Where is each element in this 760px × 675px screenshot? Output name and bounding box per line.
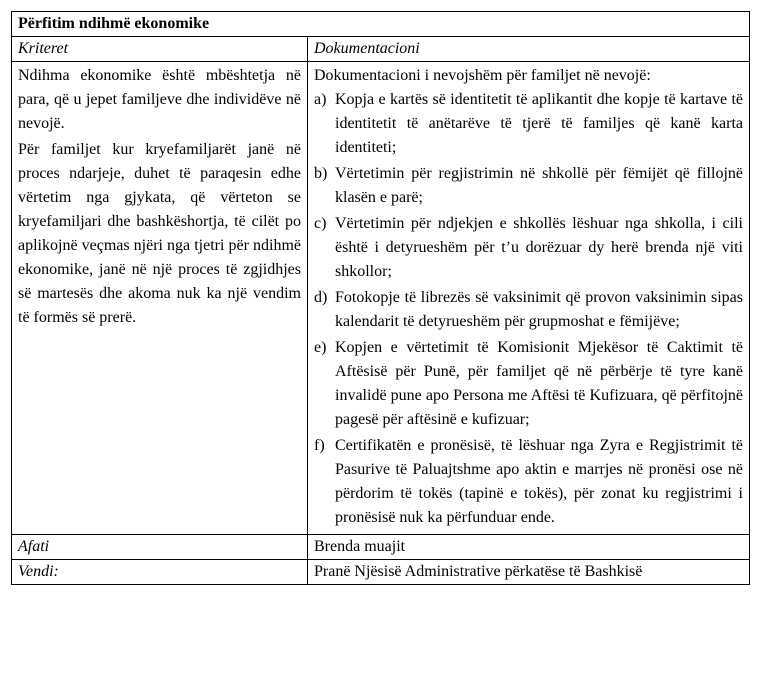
documentation-cell (308, 62, 750, 535)
benefit-table (11, 11, 750, 585)
list-item-text: Certifikatën e pronësisë, të lëshuar nga Zyra e Regjistrimit të Pasurive të Paluajtshme apo aktin e marrjes në pronësi ose në përdorim të tokës (tapinë e tokës), për zonat ku regjistrimi i pronësisë nuk ka përfunduar ende. (335, 437, 743, 526)
list-item (314, 162, 743, 210)
documentation-intro: Dokumentacioni i nevojshëm për familjet në nevojë: (314, 67, 651, 84)
list-item-text: Fotokopje të librezës së vaksinimit që provon vaksinimin sipas kalendarit të detyrueshëm për grupmoshat e fëmijëve; (335, 289, 743, 330)
list-item-text: Vërtetimin për ndjekjen e shkollës lëshuar nga shkolla, i cili është i detyrueshëm për t’u dorëzuar dy herë brenda një viti shkollor; (335, 215, 743, 280)
list-marker: c) (314, 215, 327, 232)
header-criteria: Kriteret (12, 37, 308, 62)
header-row (12, 37, 750, 62)
header-documentation: Dokumentacioni (308, 37, 750, 62)
place-row (12, 560, 750, 585)
deadline-label: Afati (12, 535, 308, 560)
list-marker: e) (314, 339, 327, 356)
place-label: Vendi: (12, 560, 308, 585)
criteria-cell (12, 62, 308, 535)
list-item-text: Vërtetimin për regjistrimin në shkollë për fëmijët që fillojnë klasën e parë; (335, 165, 743, 206)
list-marker: d) (314, 289, 328, 306)
documentation-list (314, 88, 743, 530)
content-row (12, 62, 750, 535)
place-value: Pranë Njësisë Administrative përkatëse të Bashkisë (308, 560, 750, 585)
list-item-text: Kopjen e vërtetimit të Komisionit Mjekësor të Caktimit të Aftësisë për Punë, për familjet që në përbërje të tyre kanë invalidë pune apo Persona me Aftësi të Kufizuara, që përfitojnë pagesë për aftësinë e kufizuar; (335, 339, 743, 428)
criteria-paragraph: Për familjet kur kryefamiljarët janë në proces ndarjeje, duhet të paraqesin edhe vërtetim nga gjykata, që vërteton se kryefamiljari dhe bashkëshortja, të cilët po aplikojnë veçmas njëri nga tjetri për ndihmë ekonomike, janë në një proces të zgjidhjes së martesës dhe akoma nuk ka një vendim të formës së prerë. (18, 141, 301, 326)
list-marker: b) (314, 165, 328, 182)
list-marker: f) (314, 437, 325, 454)
list-item (314, 88, 743, 160)
list-item (314, 336, 743, 432)
list-item (314, 434, 743, 530)
table-title: Përfitim ndihmë ekonomike (12, 12, 750, 37)
list-marker: a) (314, 91, 327, 108)
list-item (314, 212, 743, 284)
deadline-row (12, 535, 750, 560)
deadline-value: Brenda muajit (308, 535, 750, 560)
list-item-text: Kopja e kartës së identitetit të aplikantit dhe kopje të kartave të identitetit të anëtarëve të tjerë të familjes që kanë karta identiteti; (335, 91, 743, 156)
criteria-paragraph: Ndihma ekonomike është mbështetja në para, që u jepet familjeve dhe individëve në nevojë. (18, 67, 301, 132)
list-item (314, 286, 743, 334)
title-row (12, 12, 750, 37)
